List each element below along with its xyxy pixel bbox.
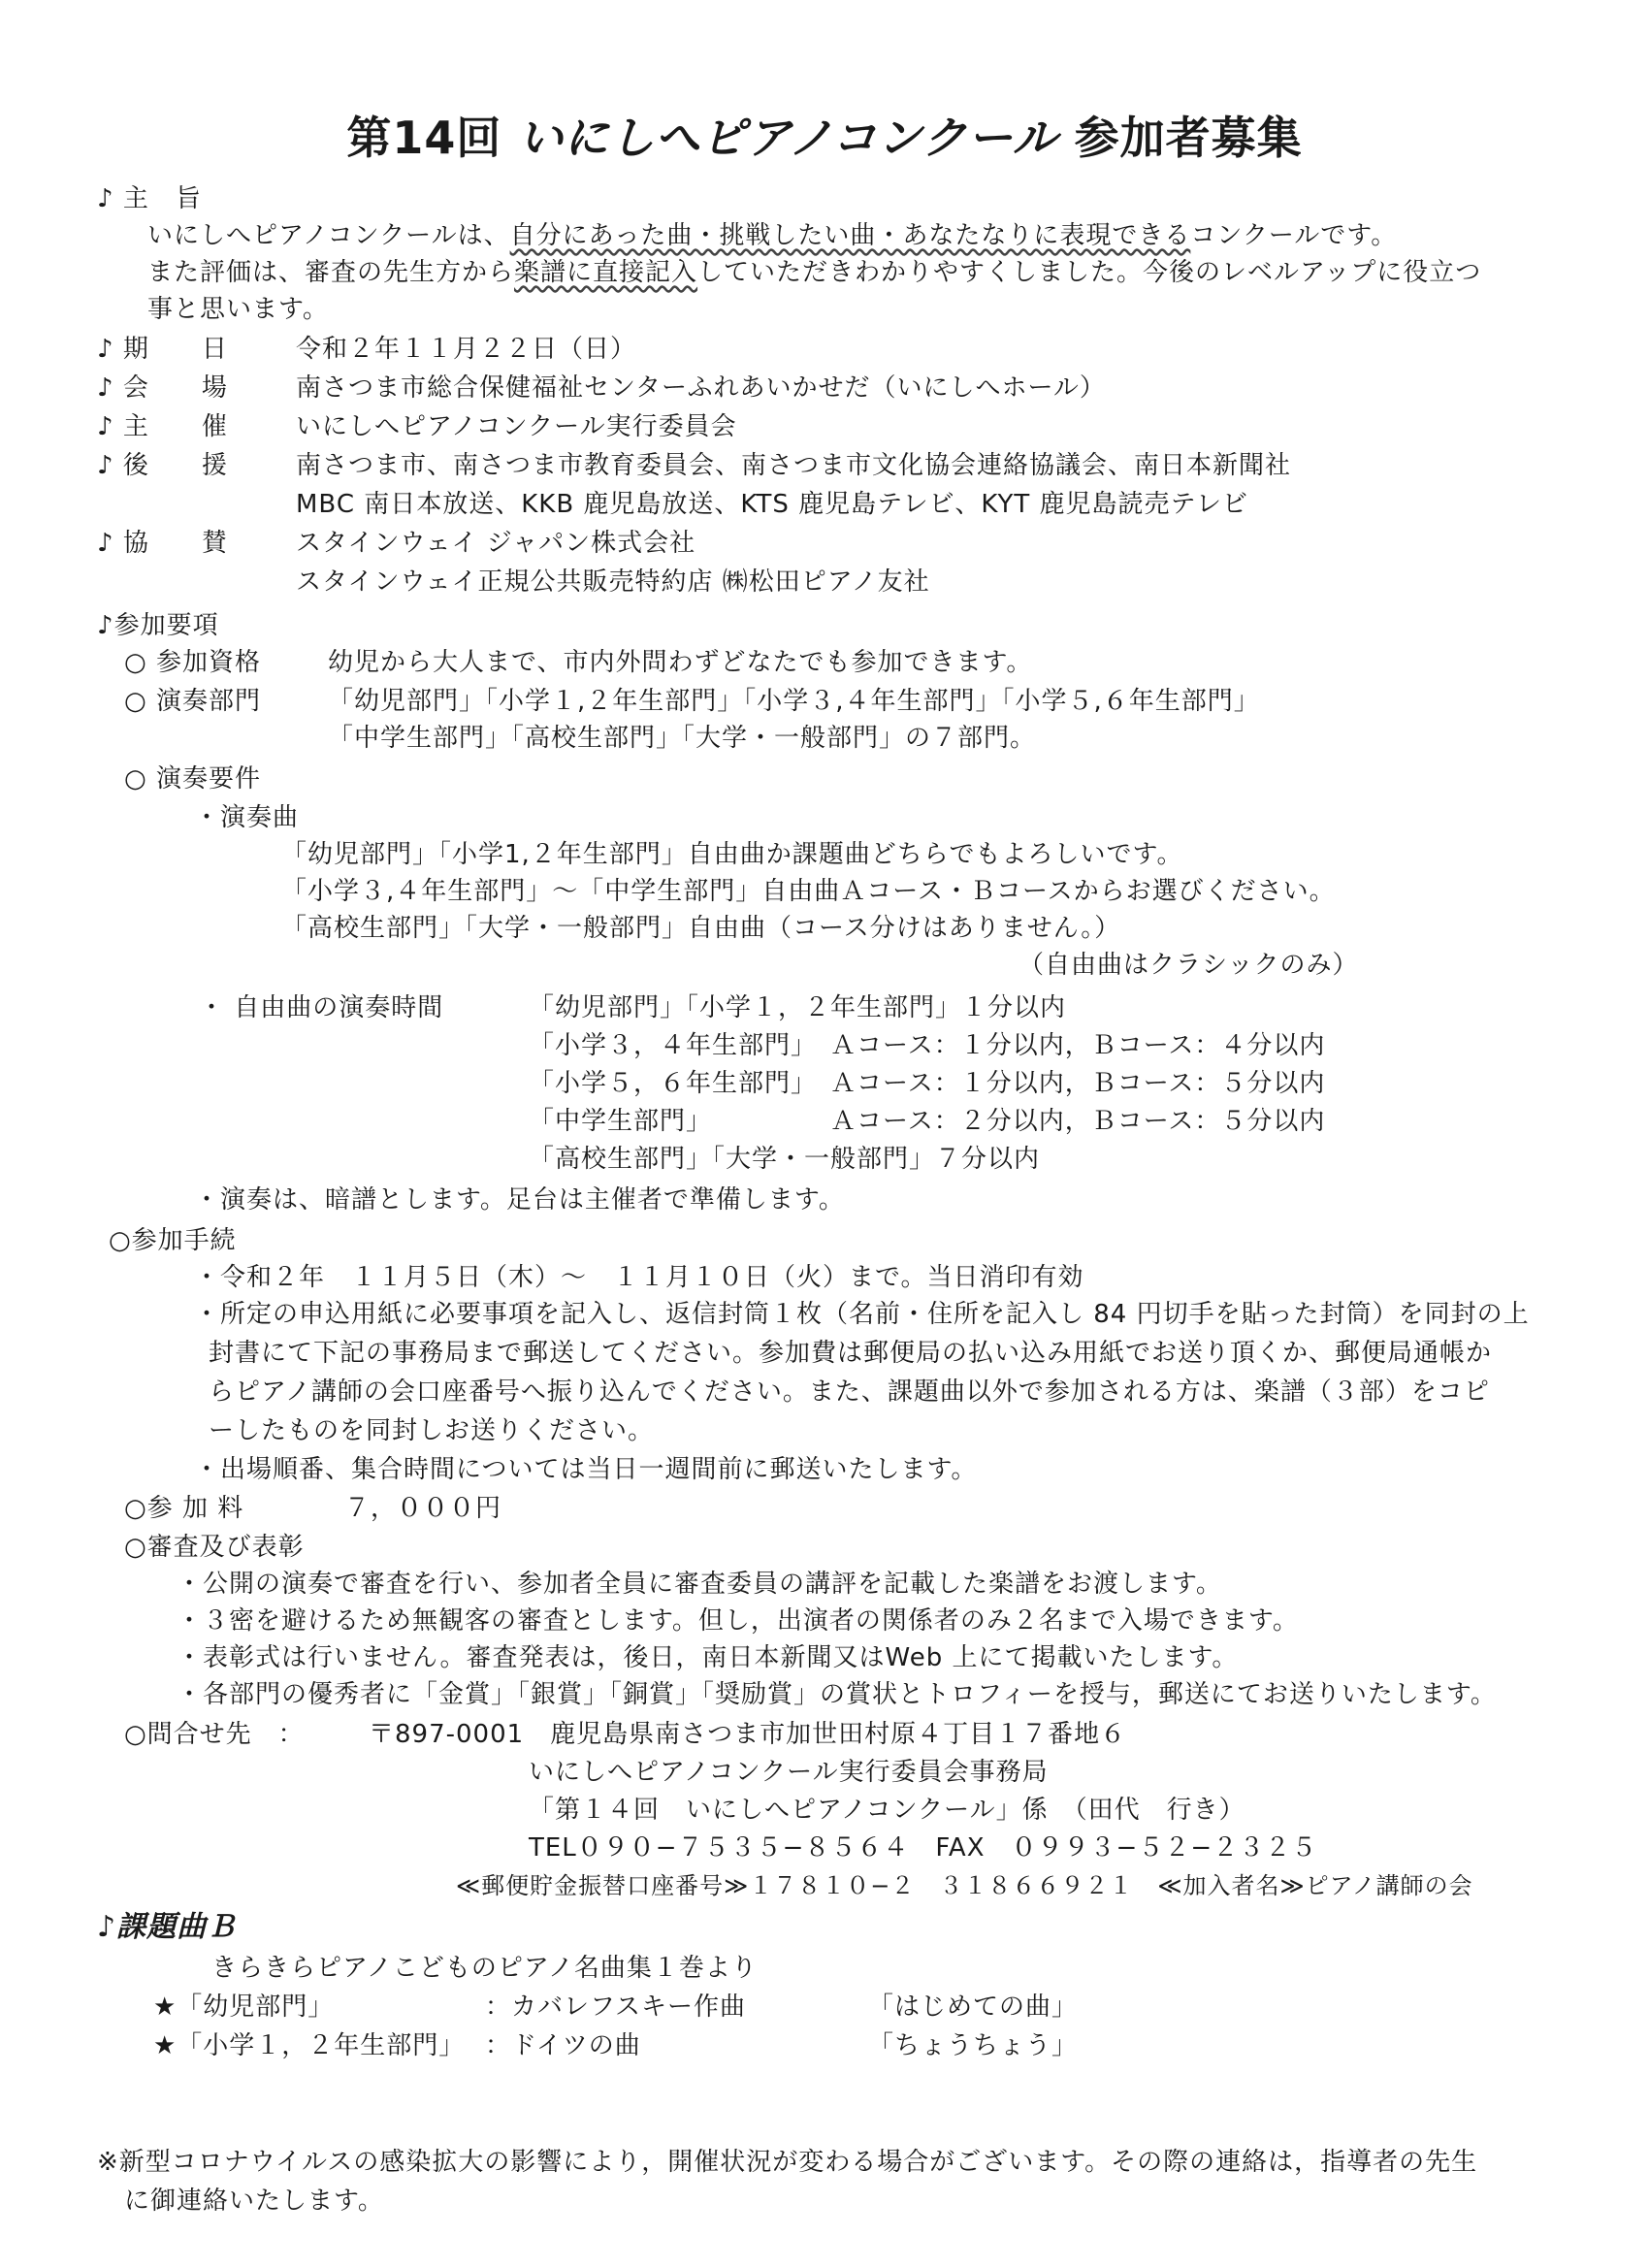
- purpose-line-1: [147, 219, 1397, 252]
- purpose-line-2b: していただきわかりやすくしました。今後のレベルアップに役立つ: [697, 258, 1482, 287]
- requirements-heading: ♪参加要項: [97, 611, 219, 640]
- title-prefix: 第14回: [346, 112, 502, 164]
- eligibility-value: 幼児から大人まで、市内外問わずどなたでも参加できます。: [328, 648, 1033, 677]
- time-limit-row: 「中学生部門」 Ａコース：２分以内，Ｂコース：５分以内: [529, 1107, 1326, 1136]
- procedure-line-6: ・出場順番、集合時間については当日一週間前に郵送いたします。: [194, 1455, 978, 1484]
- purpose-line-3: 事と思います。: [147, 295, 329, 324]
- pieces-line-3: 「高校生部門」「大学・一般部門」自由曲（コース分けはありません。）: [281, 914, 1121, 943]
- set-piece-title: 「ちょうちょう」: [868, 2031, 1079, 2060]
- pieces-line-1: 「幼児部門」「小学1,２年生部門」自由曲か課題曲どちらでもよろしいです。: [281, 840, 1183, 869]
- set-piece-heading: ♪課題曲Ｂ: [97, 1910, 238, 1944]
- organizer-label: ♪ 主 催: [97, 412, 228, 441]
- time-limit-label: ・ 自由曲の演奏時間: [199, 993, 444, 1022]
- organizer-value: いにしへピアノコンクール実行委員会: [296, 412, 737, 441]
- title-suffix: 参加者募集: [1074, 112, 1303, 164]
- procedure-line-4: らピアノ講師の会口座番号へ振り込んでください。また、課題曲以外で参加される方は、楽譜（３部）をコピ: [209, 1377, 1490, 1407]
- set-piece-source: きらきらピアノこどものピアノ名曲集１巻より: [211, 1954, 758, 1983]
- covid-notice-line-2: に御連絡いたします。: [124, 2187, 384, 2216]
- contact-address: 〒897-0001 鹿児島県南さつま市加世田村原４丁目１７番地６: [369, 1720, 1127, 1749]
- contact-bank-account: ≪郵便貯金振替口座番号≫１７８１０−２ ３１８６６９２１ ≪加入者名≫ピアノ講師の会: [456, 1872, 1473, 1899]
- sponsor-value-1: スタインウェイ ジャパン株式会社: [296, 529, 696, 558]
- judging-line-1: ・公開の演奏で審査を行い、参加者全員に審査委員の講評を記載した楽譜をお渡します。: [177, 1570, 1222, 1599]
- judging-line-2: ・３密を避けるため無観客の審査とします。但し，出演者の関係者のみ２名まで入場できます。: [177, 1606, 1299, 1636]
- purpose-line-2-underline: 楽譜に直接記入: [514, 258, 698, 287]
- date-value: 令和２年１１月２２日（日）: [296, 335, 637, 364]
- set-piece-dept: ★「幼児部門」: [153, 1993, 335, 2022]
- purpose-heading: ♪ 主 旨: [97, 184, 202, 213]
- time-limit-row: 「小学５，６年生部門」 Ａコース：１分以内，Ｂコース：５分以内: [529, 1069, 1326, 1098]
- eligibility-label: ○ 参加資格: [124, 648, 261, 677]
- covid-notice-line-1: ※新型コロナウイルスの感染拡大の影響により，開催状況が変わる場合がございます。その際の連絡は，指導者の先生: [97, 2148, 1478, 2177]
- procedure-line-1: ・令和２年 １１月５日（木）～ １１月１０日（火）まで。当日消印有効: [194, 1263, 1084, 1292]
- contact-label: ○問合せ先 ：: [124, 1720, 305, 1749]
- contact-desk: 「第１４回 いにしへピアノコンクール」係 （田代 行き）: [529, 1796, 1245, 1825]
- contact-org: いにしへピアノコンクール実行委員会事務局: [529, 1758, 1049, 1787]
- procedure-line-2: ・所定の申込用紙に必要事項を記入し、返信封筒１枚（名前・住所を記入し 84 円切手を貼った封筒）を同封の上: [194, 1300, 1530, 1329]
- pieces-line-2: 「小学３,４年生部門」～「中学生部門」自由曲Ａコース・Ｂコースからお選びください。: [281, 877, 1336, 906]
- procedure-line-5: ーしたものを同封しお送りください。: [209, 1416, 655, 1445]
- title-contest-name: いにしへピアノコンクール: [518, 112, 1058, 164]
- venue-value: 南さつま市総合保健福祉センターふれあいかせだ（いにしへホール）: [296, 373, 1106, 403]
- support-value-2: MBC 南日本放送、KKB 鹿児島放送、KTS 鹿児島テレビ、KYT 鹿児島読売テレビ: [296, 490, 1248, 519]
- set-piece-dept: ★「小学１，２年生部門」: [153, 2031, 466, 2060]
- purpose-line-2a: また評価は、審査の先生方から: [147, 258, 515, 287]
- performance-requirements-label: ○ 演奏要件: [124, 764, 261, 794]
- memorization-note: ・演奏は、暗譜とします。足台は主催者で準備します。: [194, 1185, 845, 1215]
- fee-value: ７，０００円: [344, 1494, 502, 1523]
- time-limit-row: 「高校生部門」「大学・一般部門」７分以内: [529, 1145, 1041, 1174]
- set-piece-composer: ：カバレフスキー作曲: [485, 1993, 746, 2022]
- contact-tel-fax: TEL０９０−７５３５−８５６４ FAX ０９９３−５２−２３２５: [529, 1833, 1318, 1863]
- time-limit-row: 「幼児部門」「小学１，２年生部門」１分以内: [529, 993, 1067, 1022]
- date-label: ♪ 期 日: [97, 335, 228, 364]
- purpose-line-1a: いにしへピアノコンクールは、: [147, 221, 510, 250]
- judging-line-3: ・表彰式は行いません。審査発表は，後日，南日本新聞又はWeb 上にて掲載いたします。: [177, 1643, 1239, 1672]
- time-limit-row: 「小学３，４年生部門」 Ａコース：１分以内，Ｂコース：４分以内: [529, 1031, 1326, 1060]
- set-piece-title: 「はじめての曲」: [868, 1993, 1079, 2022]
- procedure-line-3: 封書にて下記の事務局まで郵送してください。参加費は郵便局の払い込み用紙でお送り頂くか、郵便局通帳か: [209, 1339, 1493, 1368]
- set-piece-composer: ：ドイツの曲: [485, 2031, 641, 2060]
- purpose-line-1-underline: 自分にあった曲・挑戦したい曲・あなたなりに表現できる: [509, 221, 1191, 250]
- support-label: ♪ 後 援: [97, 451, 228, 480]
- support-value-1: 南さつま市、南さつま市教育委員会、南さつま市文化協会連絡協議会、南日本新聞社: [296, 451, 1292, 480]
- categories-label: ○ 演奏部門: [124, 687, 261, 716]
- pieces-line-4: （自由曲はクラシックのみ）: [1018, 951, 1359, 980]
- procedure-heading: ○参加手続: [109, 1226, 237, 1255]
- venue-label: ♪ 会 場: [97, 373, 228, 403]
- sponsor-label: ♪ 協 賛: [97, 529, 228, 558]
- pieces-label: ・演奏曲: [194, 803, 300, 832]
- judging-heading: ○審査及び表彰: [124, 1533, 305, 1562]
- page-title: [0, 109, 1649, 167]
- categories-line-1: 「幼児部門」「小学１,２年生部門」「小学３,４年生部門」「小学５,６年生部門」: [328, 687, 1260, 716]
- judging-line-4: ・各部門の優秀者に「金賞」「銀賞」「銅賞」「奨励賞」の賞状とトロフィーを授与，郵送にてお送りいたします。: [177, 1680, 1497, 1709]
- purpose-line-2: [147, 256, 1481, 289]
- sponsor-value-2: スタインウェイ正規公共販売特約店 ㈱松田ピアノ友社: [296, 567, 930, 597]
- fee-label: ○参 加 料: [124, 1494, 244, 1523]
- categories-line-2: 「中学生部門」「高校生部門」「大学・一般部門」の７部門。: [328, 724, 1037, 753]
- purpose-line-1b: コンクールです。: [1190, 221, 1398, 250]
